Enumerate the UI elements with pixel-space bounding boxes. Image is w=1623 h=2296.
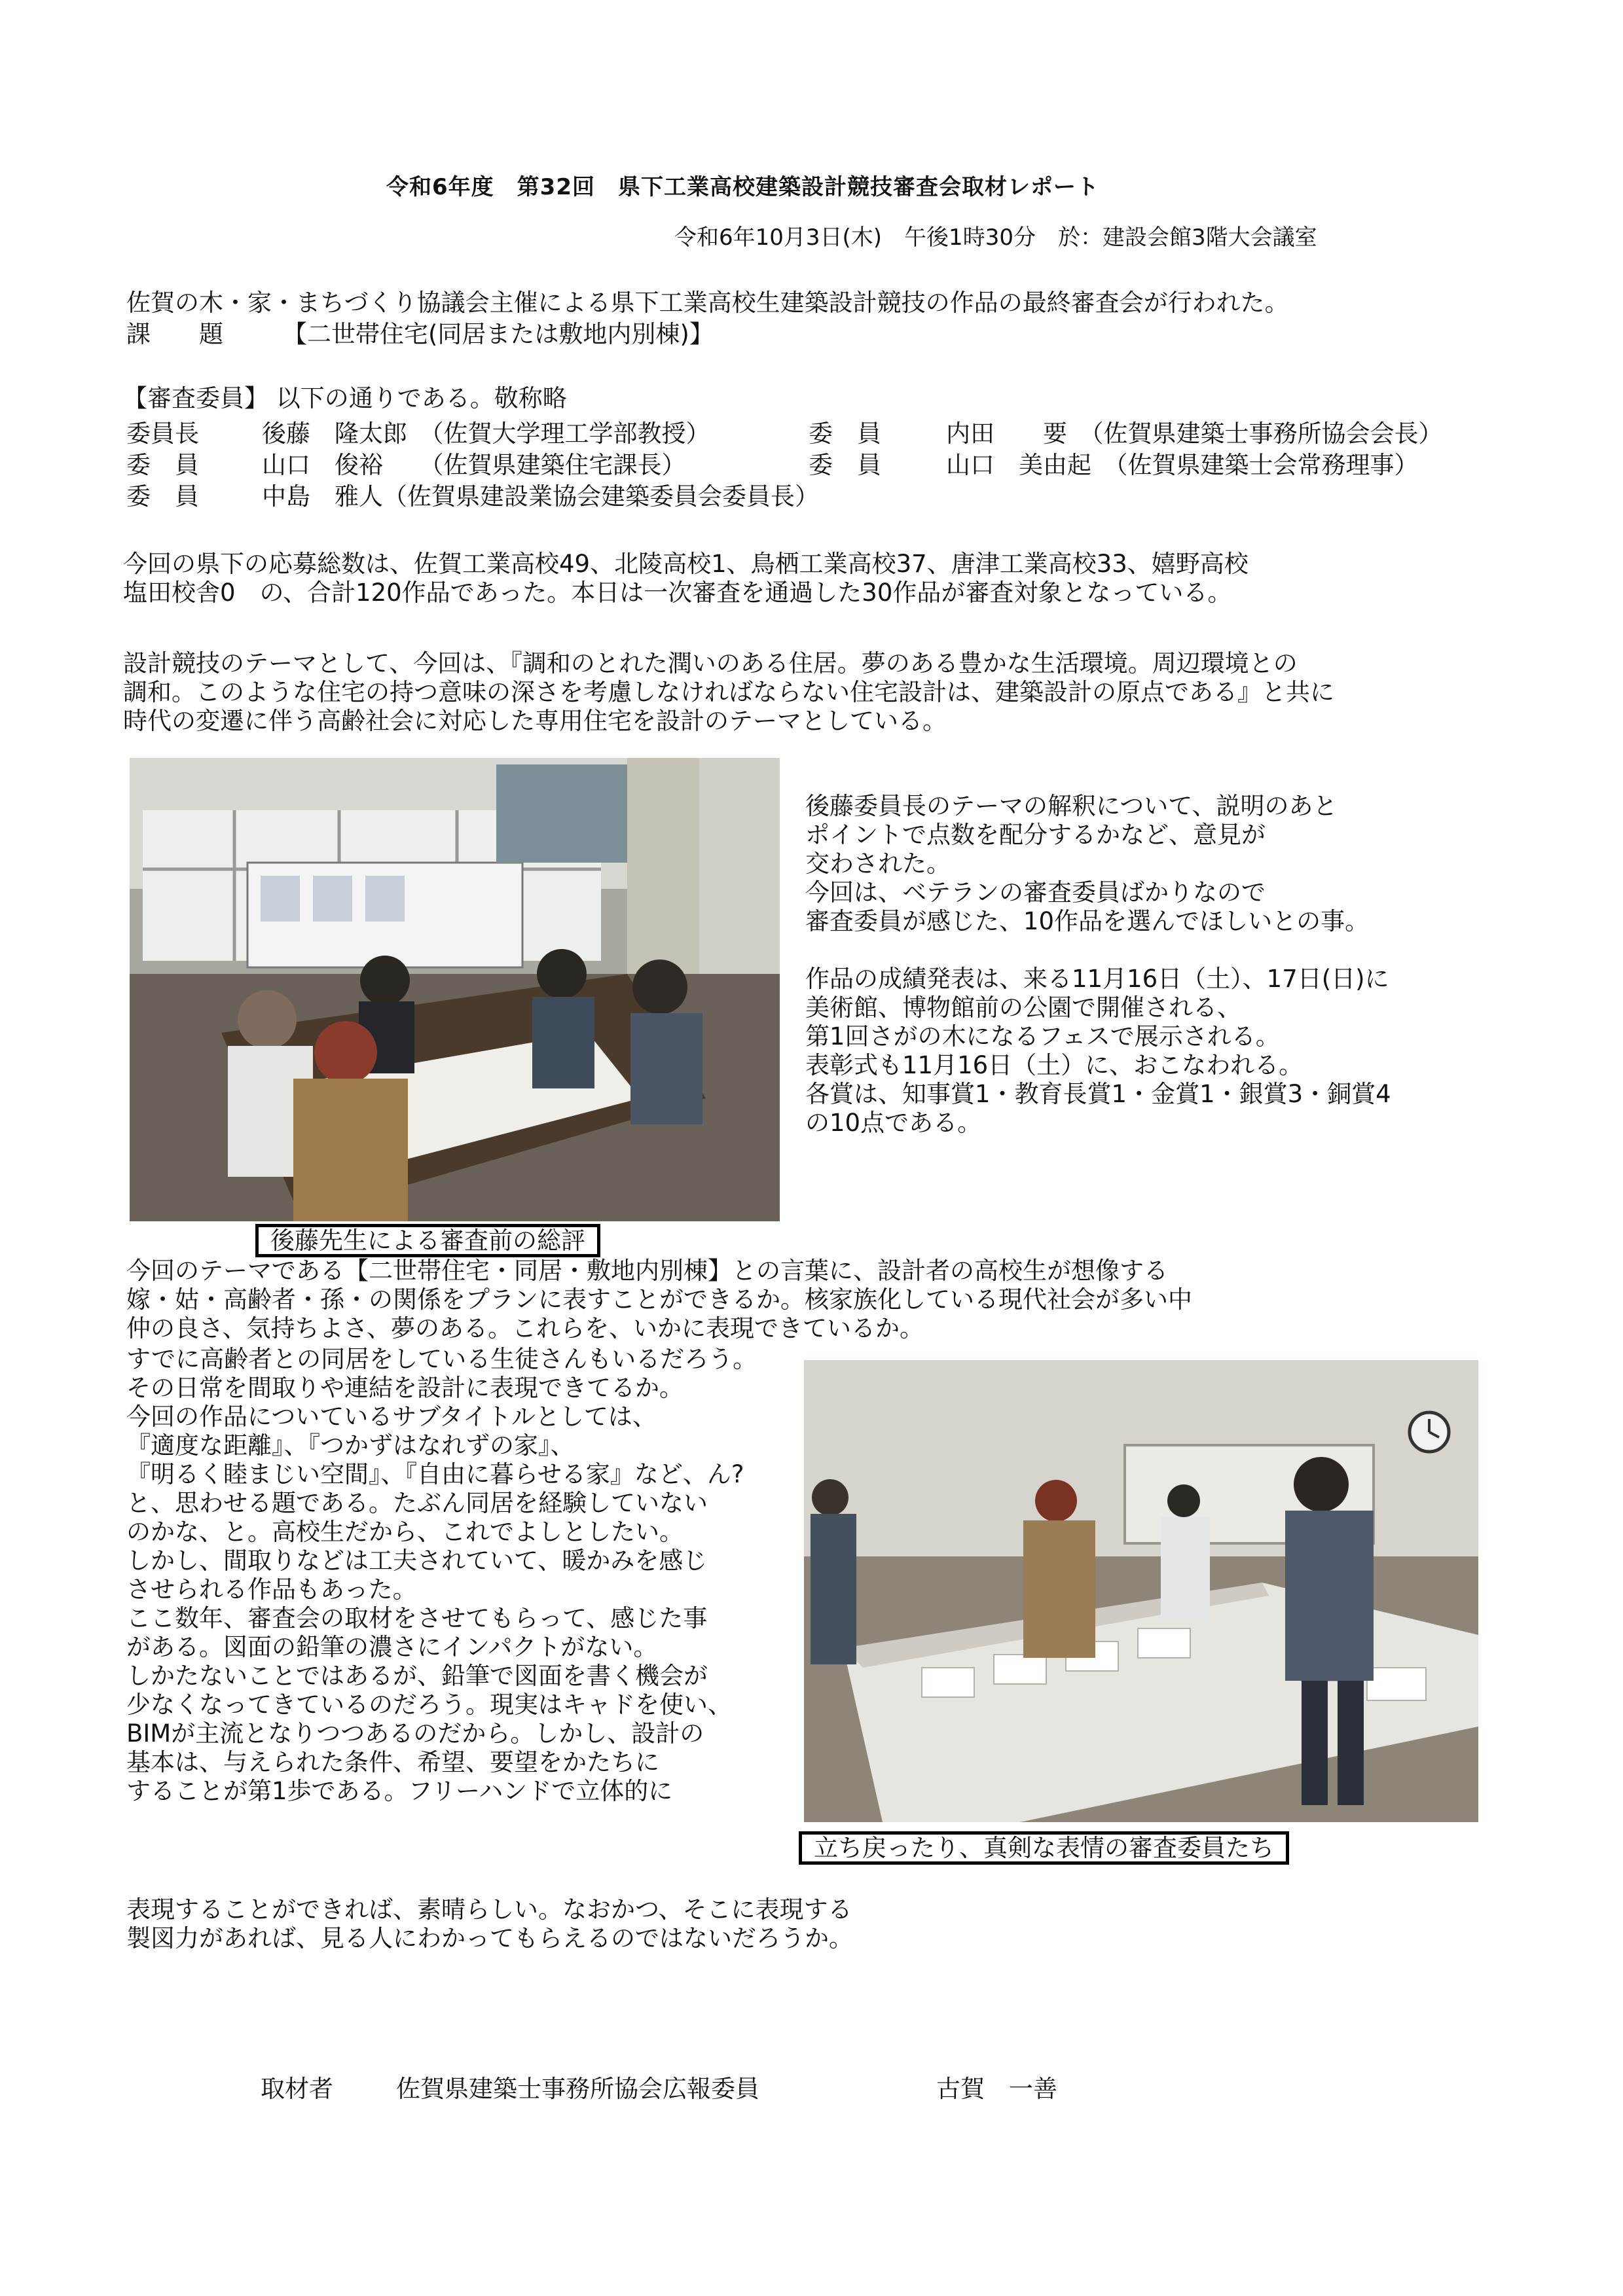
left-line: 『明るく睦まじい空間』、『自由に暮らせる家』など、ん? [126,1460,744,1488]
theme-paragraph [123,649,1334,736]
side-line: 作品の成績発表は、来る11月16日（土）、17日(日)に [805,965,1389,993]
judge-role: 委 員 [809,420,881,448]
left-line: がある。図面の鉛筆の濃さにインパクトがない。 [126,1633,658,1661]
wide-line: 仲の良さ、気持ちよさ、夢のある。これらを、いかに表現できているか。 [126,1314,924,1342]
judge-role: 委 員 [126,482,199,511]
closing-paragraph [126,1895,853,1953]
left-line: すでに高齢者との同居をしている生徒さんもいるだろう。 [126,1345,757,1373]
side-line: 各賞は、知事賞1・教育長賞1・金賞1・銀賞3・銅賞4 [805,1080,1391,1108]
left-line: 『適度な距離』、『つかずはなれずの家』、 [126,1431,575,1460]
left-line: 基本は、与えられた条件、希望、要望をかたちに [126,1748,659,1776]
closing-line: 製図力があれば、見る人にわかってもらえるのではないだろうか。 [126,1924,853,1952]
left-line: と、思わせる題である。たぶん同居を経験していない [126,1489,708,1517]
left-line: その日常を間取りや連結を設計に表現できてるか。 [126,1374,684,1402]
judges-heading: 【審査委員】 以下の通りである。敬称略 [123,384,567,412]
reporter-name: 古賀 一善 [936,2075,1057,2103]
theme-line: 調和。このような住宅の持つ意味の深さを考慮しなければならない住宅設計は、建築設計の原点である』と共に [123,678,1334,706]
reporter-org: 佐賀県建築士事務所協会広報委員 [396,2075,759,2103]
closing-line: 表現することができれば、素晴らしい。なおかつ、そこに表現する [126,1895,852,1924]
judge-name: 山口 俊裕 （佐賀県建築住宅課長） [262,451,686,479]
left-line: BIMが主流となりつつあるのだから。しかし、設計の [126,1719,704,1748]
side-line: 今回は、ベテランの審査委員ばかりなので [805,878,1266,906]
theme-line: 時代の変遷に伴う高齢社会に対応した専用住宅を設計のテーマとしている。 [123,707,947,735]
judge-name: 中島 雅人（佐賀県建設業協会建築委員会委員長） [262,482,819,511]
reporter-label: 取材者 [261,2075,333,2103]
judge-role: 委員長 [126,420,199,448]
side-line: の10点である。 [805,1109,982,1137]
left-line: のかな、と。高校生だから、これでよしとしたい。 [126,1518,684,1546]
report-title: 令和6年度 第32回 県下工業高校建築設計競技審査会取材レポート [386,174,1099,200]
left-line: させられる作品もあった。 [126,1575,417,1604]
wide-line: 嫁・姑・高齢者・孫・の関係をプランに表すことができるか。核家族化している現代社会が多い中 [126,1285,1192,1314]
side-line: 審査委員が感じた、10作品を選んでほしいとの事。 [805,907,1370,935]
review-photo [804,1360,1478,1822]
judge-name: 内田 要 （佐賀県建築士事務所協会会長） [946,420,1443,448]
wide-paragraph [126,1257,1192,1343]
side-line: 表彰式も11月16日（土）に、おこなわれる。 [805,1051,1304,1079]
left-line: 少なくなってきているのだろう。現実はキャドを使い、 [126,1691,732,1719]
entries-paragraph [123,550,1249,607]
intro-line: 佐賀の木・家・まちづくり協議会主催による県下工業高校生建築設計競技の作品の最終審査会が行われた。 [126,289,1289,317]
left-paragraph [126,1345,757,1806]
photo-caption: 後藤先生による審査前の総評 [255,1224,600,1257]
meeting-photo [130,758,780,1221]
theme-line: 設計競技のテーマとして、今回は、『調和のとれた潤いのある住居。夢のある豊かな生活環境。周辺環境との [123,649,1298,677]
judge-role: 委 員 [809,451,881,479]
judge-name: 山口 美由起 （佐賀県建築士会常務理事） [946,451,1419,479]
left-line: 今回の作品についているサブタイトルとしては、 [126,1403,657,1431]
left-line: しかたないことではあるが、鉛筆で図面を書く機会が [126,1662,708,1690]
side-line: 交わされた。 [805,850,951,878]
side-line: 美術館、博物館前の公園で開催される、 [805,994,1241,1022]
side-line: 後藤委員長のテーマの解釈について、説明のあと [805,792,1338,820]
entries-line: 今回の県下の応募総数は、佐賀工業高校49、北陵高校1、鳥栖工業高校37、唐津工業高校33、嬉野高校 [123,550,1249,578]
judge-role: 委 員 [126,451,199,479]
left-line: しかし、間取りなどは工夫されていて、暖かみを感じ [126,1547,708,1575]
photo-caption: 立ち戻ったり、真剣な表情の審査委員たち [799,1831,1289,1865]
left-line: することが第1歩である。フリーハンドで立体的に [126,1777,673,1805]
entries-line: 塩田校舎0 の、合計120作品であった。本日は一次審査を通過した30作品が審査対象となっている。 [123,579,1232,607]
side-line: 第1回さがの木になるフェスで展示される。 [805,1022,1280,1050]
side-paragraph [805,792,1391,1138]
wide-line: 今回のテーマである【二世帯住宅・同居・敷地内別棟】との言葉に、設計者の高校生が想像する [126,1257,1168,1285]
subject-label: 課 題 [126,320,223,348]
left-line: ここ数年、審査会の取材をさせてもらって、感じた事 [126,1604,708,1632]
judge-name: 後藤 隆太郎 （佐賀大学理工学部教授） [262,420,710,448]
subject-value: 【二世帯住宅(同居または敷地内別棟)】 [283,320,714,348]
side-line [805,936,1391,965]
report-dateline: 令和6年10月3日(木) 午後1時30分 於：建設会館3階大会議室 [674,224,1317,251]
side-line: ポイントで点数を配分するかなど、意見が [805,821,1266,849]
